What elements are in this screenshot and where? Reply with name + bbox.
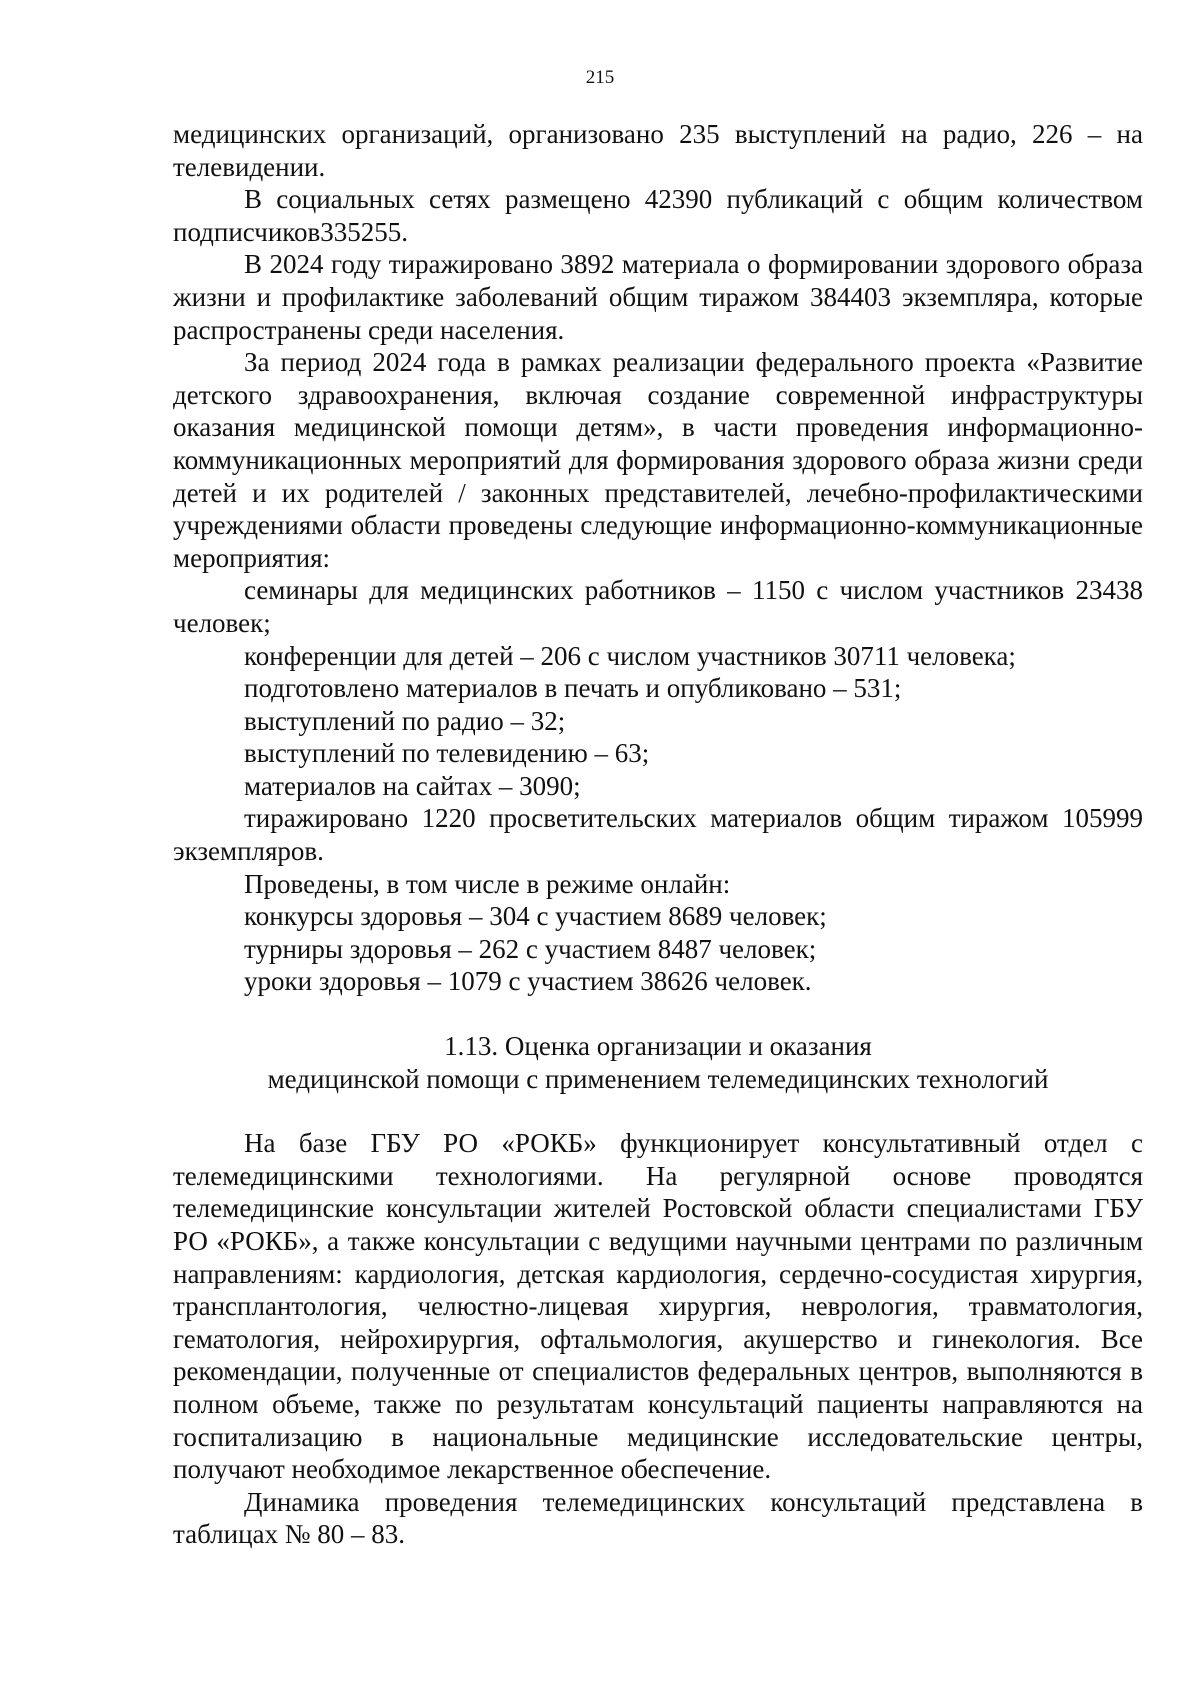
paragraph-seminars: семинары для медицинских работников – 1150 с числом участников 23438 человек; bbox=[173, 575, 1143, 638]
paragraph-telemedicine: На базе ГБУ РО «РОКБ» функционирует консультативный отдел с телемедицинскими технологиями. На регулярной основе проводятся телемедицинские консультации жителей Ростовской области специалистами ГБУ РО «РОКБ», а также консультации с ведущими научными центрами по различным направлениям: кардиология, детская кардиология, сердечно-сосудистая хирургия, трансплантология, челюстно-лицевая хирургия, неврология, травматология, гематология, нейрохирургия, офтальмология, акушерство и гинекология. Все рекомендации, полученные от специалистов федеральных центров, выполняются в полном объеме, также по результатам консультаций пациенты направляются на госпитализацию в национальные медицинские исследовательские центры, получают необходимое лекарственное обеспечение. bbox=[173, 1128, 1143, 1485]
paragraph-federal-project: За период 2024 года в рамках реализации федерального проекта «Развитие детского здравоохранения, включая создание современной инфраструктуры оказания медицинской помощи детям», в части проведения информационно-коммуникационных мероприятий для формирования здорового образа жизни среди детей и их родителей / законных представителей, лечебно-профилактическими учреждениями области проведены следующие информационно-коммуникационные мероприятия: bbox=[173, 347, 1143, 573]
section-heading bbox=[173, 1030, 1143, 1095]
list-item: уроки здоровья – 1079 с участием 38626 человек. bbox=[244, 966, 812, 997]
list-item: Проведены, в том числе в режиме онлайн: bbox=[244, 868, 731, 899]
paragraph-print-run: тиражировано 1220 просветительских материалов общим тиражом 105999 экземпляров. bbox=[173, 803, 1143, 867]
list-item: подготовлено материалов в печать и опубликовано – 531; bbox=[244, 673, 902, 704]
list-item: выступлений по радио – 32; bbox=[244, 705, 566, 736]
section-heading-line: медицинской помощи с применением телемедицинских технологий bbox=[267, 1063, 1049, 1094]
list-item: выступлений по телевидению – 63; bbox=[244, 738, 650, 769]
list-item: конференции для детей – 206 с числом участников 30711 человека; bbox=[244, 640, 1016, 671]
list-item: материалов на сайтах – 3090; bbox=[244, 770, 581, 801]
paragraph-social-networks: В социальных сетях размещено 42390 публикаций с общим количеством подписчиков335255. bbox=[173, 184, 1143, 247]
paragraph-continuation: медицинских организаций, организовано 235 выступлений на радио, 226 – на телевидении. bbox=[173, 119, 1143, 182]
body-text bbox=[173, 118, 1143, 1551]
list-item: турниры здоровья – 262 с участием 8487 человек; bbox=[244, 933, 817, 964]
activities-list bbox=[173, 640, 1143, 803]
section-heading-line: 1.13. Оценка организации и оказания bbox=[444, 1031, 872, 1062]
paragraph-dynamics: Динамика проведения телемедицинских консультаций представлена в таблицах № 80 – 83. bbox=[173, 1486, 1143, 1550]
list-item: конкурсы здоровья – 304 с участием 8689 человек; bbox=[244, 901, 827, 932]
paragraph-materials-2024: В 2024 году тиражировано 3892 материала о формировании здорового образа жизни и профилактике заболеваний общим тиражом 384403 экземпляра, которые распространены среди населения. bbox=[173, 249, 1143, 345]
online-events-list bbox=[173, 868, 1143, 998]
page-number: 215 bbox=[585, 67, 615, 88]
